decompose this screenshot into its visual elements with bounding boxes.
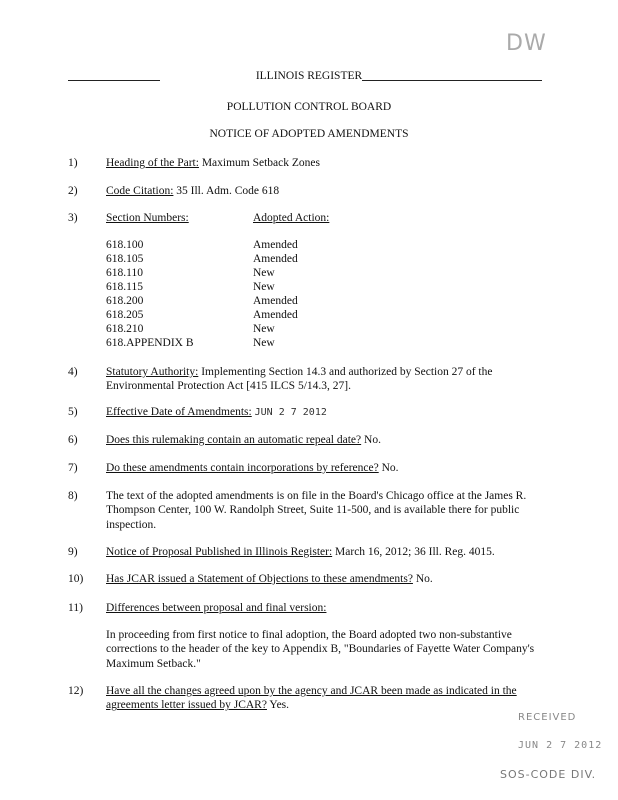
section-action: New <box>253 323 275 335</box>
section-action: Amended <box>253 239 298 251</box>
section-action: Amended <box>253 295 298 307</box>
item-value: No. <box>364 434 381 446</box>
section-number: 618.APPENDIX B <box>106 337 194 349</box>
section-action: Amended <box>253 309 298 321</box>
item-value: 35 Ill. Adm. Code 618 <box>176 185 280 197</box>
section-action: New <box>253 281 275 293</box>
item-value: March 16, 2012; 36 Ill. Reg. 4015. <box>335 546 495 558</box>
notice-heading: NOTICE OF ADOPTED AMENDMENTS <box>209 128 409 140</box>
received-stamp: RECEIVED <box>518 712 577 723</box>
item-differences-text: In proceeding from first notice to final adoption, the Board adopted two non-substantive corrections to the header of the key to Appendix B, "Boundaries of Fayette Water Company's Maximum Setback." <box>106 629 535 670</box>
item-number: 11) <box>68 602 83 614</box>
received-date-stamp: JUN 2 7 2012 <box>518 740 603 751</box>
item-label: Heading of the Part: <box>106 157 199 169</box>
item-number: 3) <box>68 212 78 224</box>
item-differences-label: Differences between proposal and final version: <box>106 602 327 614</box>
item-text-on-file: The text of the adopted amendments is on file in the Board's Chicago office at the James R. Thompson Center, 100 W. Randolph Street, Suite 11-500, and is available there for public inspection. <box>106 490 527 531</box>
item-label: Have all the changes agreed upon by the agency and JCAR been made as indicated in the agreements letter issued by JCAR? <box>106 685 517 712</box>
item-number: 12) <box>68 685 84 697</box>
section-number: 618.110 <box>106 267 143 279</box>
corner-mark: DW <box>506 31 547 56</box>
item-number: 10) <box>68 573 84 585</box>
item-jcar-objections <box>106 572 546 586</box>
section-number: 618.100 <box>106 239 144 251</box>
adopted-action-label: Adopted Action: <box>253 212 330 224</box>
section-action: Amended <box>253 253 298 265</box>
item-value: Implementing Section 14.3 and authorized by Section 27 of the Environmental Protection Act [415 ILCS 5/14.3, 27]. <box>106 366 493 393</box>
item-number: 2) <box>68 185 78 197</box>
item-number: 7) <box>68 462 78 474</box>
section-number: 618.105 <box>106 253 144 265</box>
item-number: 5) <box>68 406 78 418</box>
item-number: 4) <box>68 366 78 378</box>
item-value: No. <box>415 573 433 585</box>
item-jcar-agreement <box>106 684 536 713</box>
item-label: Has JCAR issued a Statement of Objections to these amendments? <box>106 573 413 585</box>
section-number: 618.115 <box>106 281 143 293</box>
section-number: 618.210 <box>106 323 144 335</box>
item-label: Notice of Proposal Published in Illinois Register: <box>106 546 333 558</box>
item-heading-of-part <box>106 156 546 170</box>
item-label: Statutory Authority: <box>106 366 199 378</box>
item-statutory-authority <box>106 365 546 394</box>
item-value: No. <box>381 462 399 474</box>
item-repeal-date <box>106 433 546 447</box>
item-value: Maximum Setback Zones <box>201 157 320 169</box>
item-label: Do these amendments contain incorporations by reference? <box>106 462 379 474</box>
item-incorporations <box>106 461 546 475</box>
item-label: Effective Date of Amendments: <box>106 406 252 418</box>
item-label: Code Citation: <box>106 185 174 197</box>
section-numbers-label: Section Numbers: <box>106 212 189 224</box>
section-number: 618.200 <box>106 295 144 307</box>
section-number: 618.205 <box>106 309 144 321</box>
item-label: Does this rulemaking contain an automatic repeal date? <box>106 434 362 446</box>
item-number: 6) <box>68 434 78 446</box>
item-number: 8) <box>68 490 78 502</box>
item-value: Yes. <box>269 699 290 712</box>
agency-heading: POLLUTION CONTROL BOARD <box>226 101 392 113</box>
item-number: 9) <box>68 546 78 558</box>
item-effective-date <box>106 405 546 420</box>
section-action: New <box>253 337 275 349</box>
item-code-citation <box>106 184 546 198</box>
register-heading: ILLINOIS REGISTER <box>255 70 363 82</box>
item-notice-of-proposal <box>106 545 546 559</box>
item-number: 1) <box>68 157 78 169</box>
division-stamp: SOS-CODE DIV. <box>500 768 597 781</box>
section-action: New <box>253 267 275 279</box>
effective-date-value: JUN 2 7 2012 <box>254 407 327 418</box>
